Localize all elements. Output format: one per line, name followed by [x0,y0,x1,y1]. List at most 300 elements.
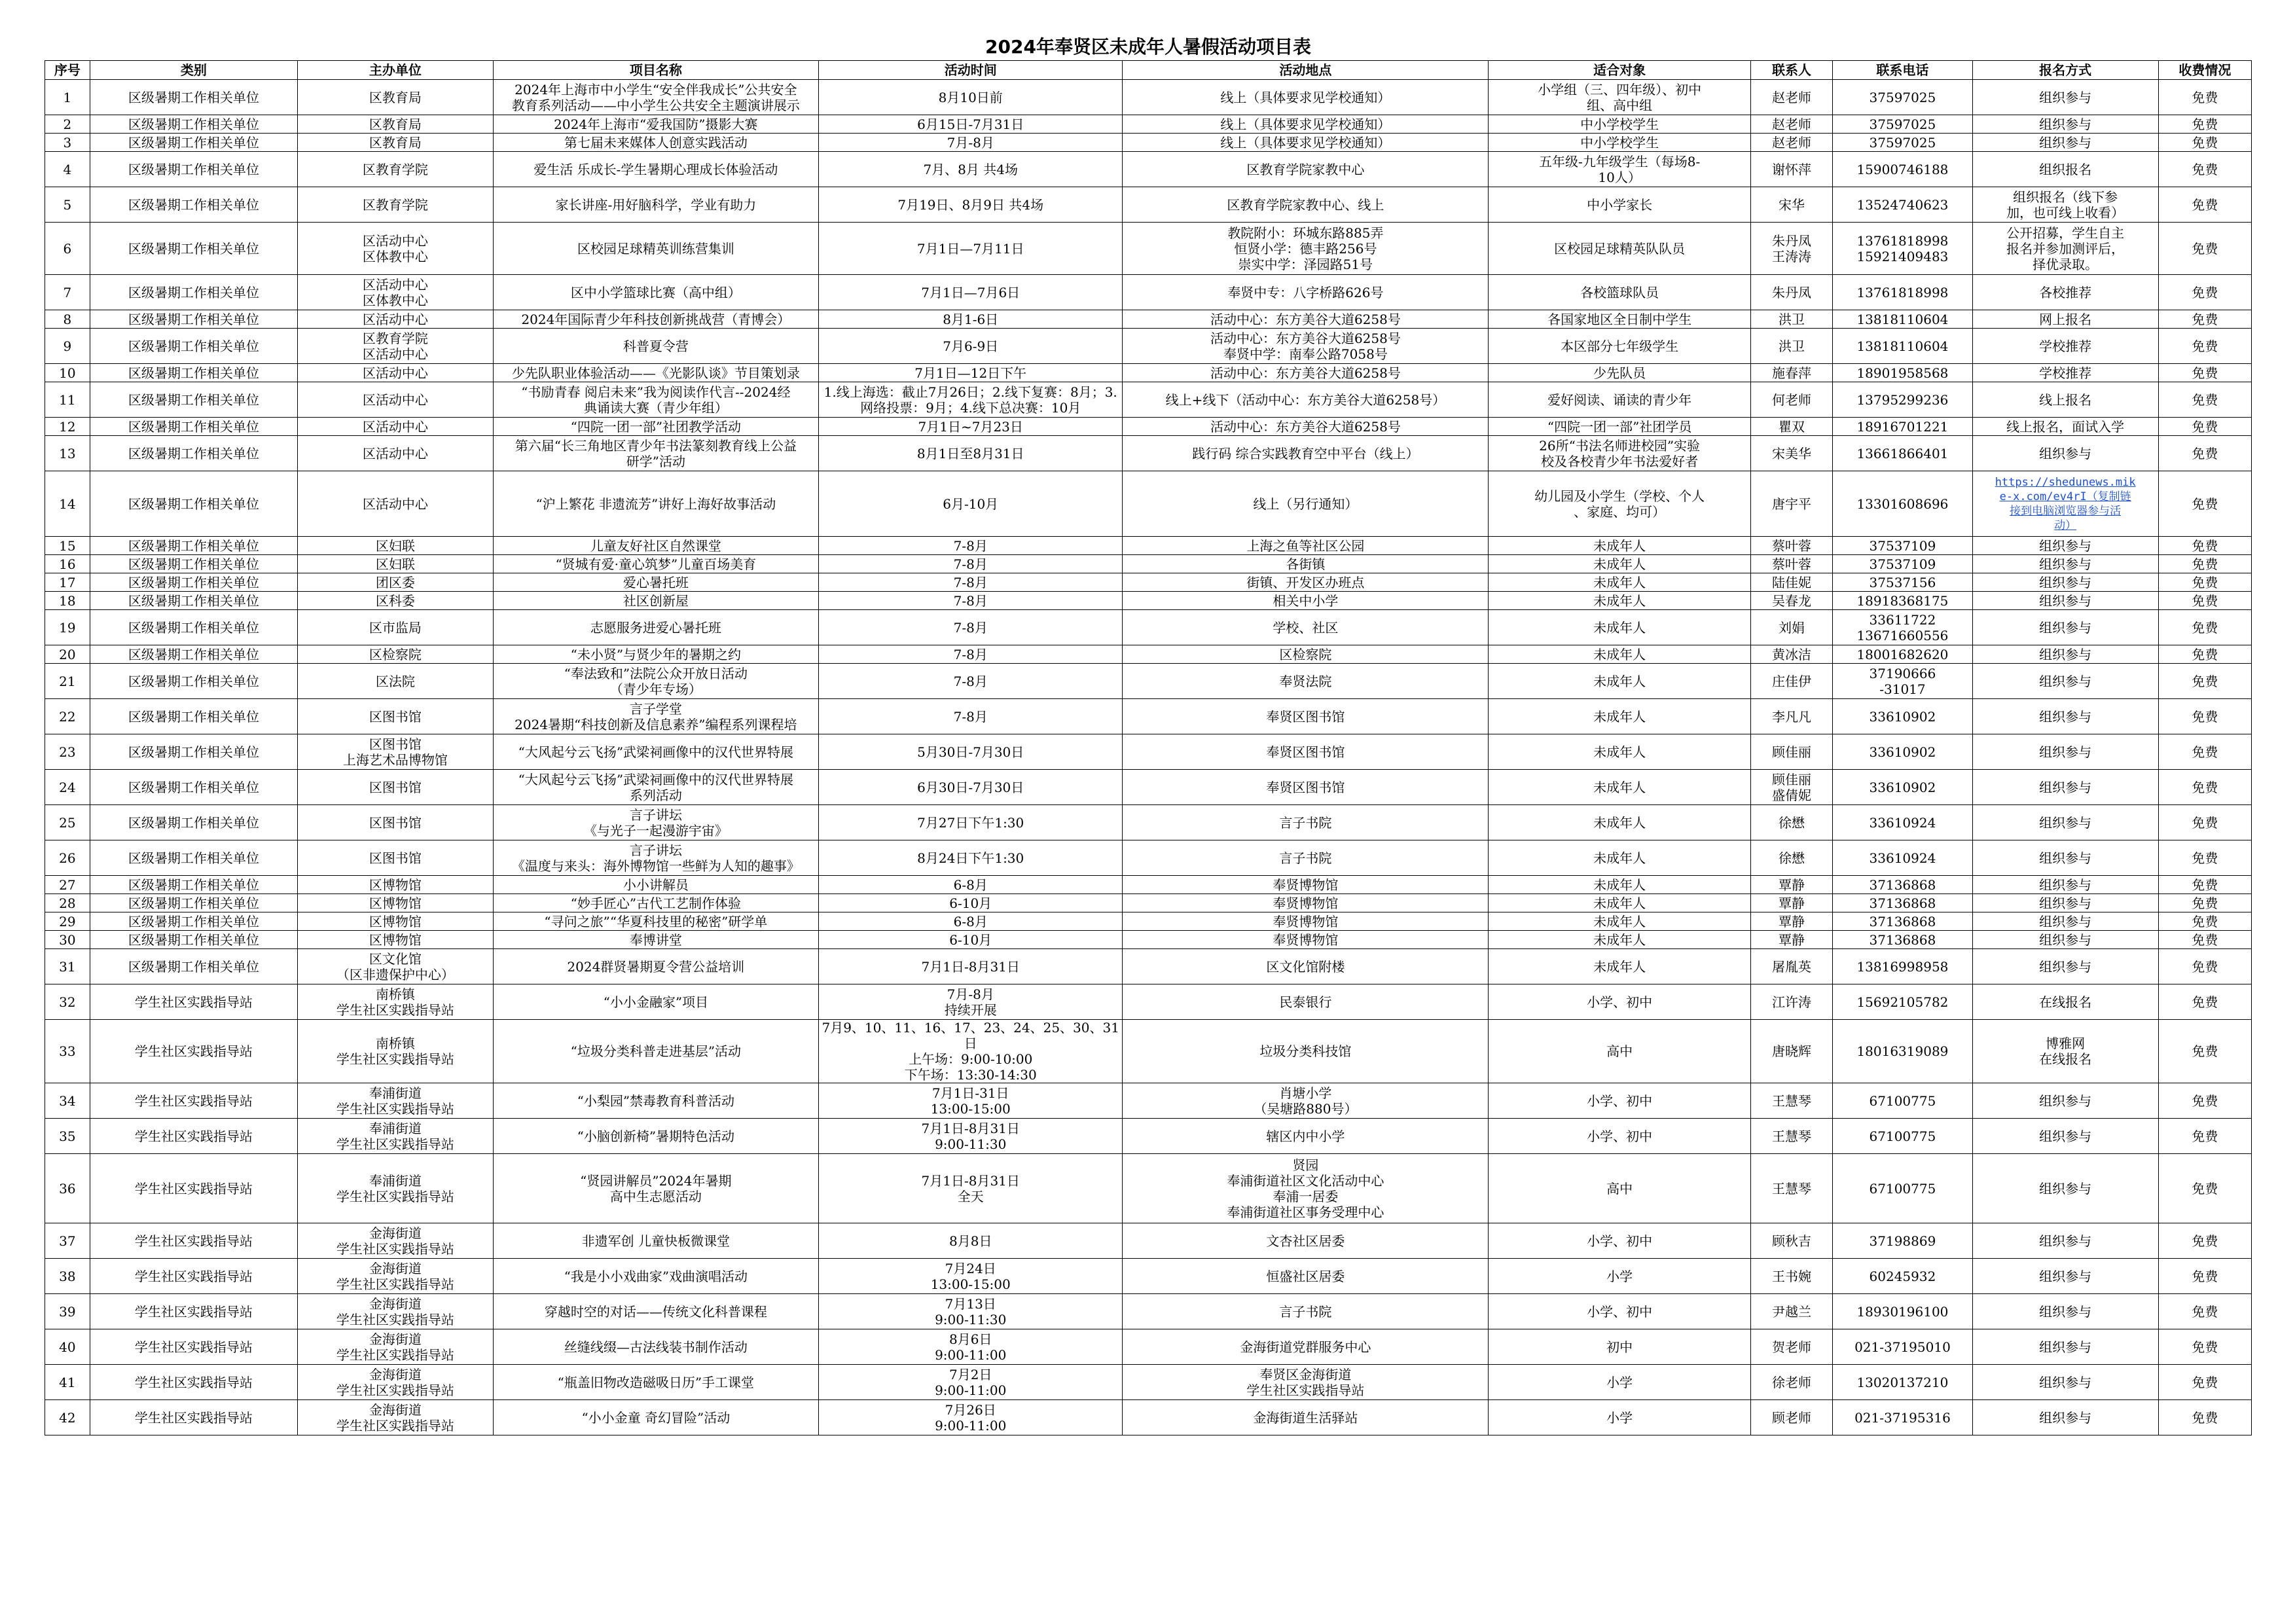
category-cell: 区级暑期工作相关单位 [90,912,297,931]
organizer-cell: 金海街道 学生社区实践指导站 [298,1223,493,1259]
contact-person-cell: 王慧琴 [1750,1154,1833,1223]
phone-cell: 37190666 -31017 [1833,664,1972,699]
signup-method-cell: 组织参与 [1972,80,2158,115]
table-row [45,134,2252,152]
table-row [45,894,2252,912]
phone-cell: 37597025 [1833,115,1972,134]
project-name-cell: 家长讲座-用好脑科学，学业有助力 [493,187,818,223]
fee-cell: 免费 [2158,876,2251,894]
fee-cell: 免费 [2158,1223,2251,1259]
location-cell: 践行码 综合实践教育空中平台（线上） [1123,436,1489,471]
organizer-cell: 区活动中心 [298,436,493,471]
table-row [45,382,2252,418]
location-cell: 辖区内中小学 [1123,1119,1489,1154]
table-row [45,537,2252,555]
category-cell: 区级暑期工作相关单位 [90,555,297,573]
organizer-cell: 区博物馆 [298,894,493,912]
organizer-cell: 区文化馆 （区非遗保护中心） [298,949,493,984]
contact-person-cell: 徐懋 [1750,840,1833,876]
audience-cell: 本区部分七年级学生 [1489,329,1750,364]
fee-cell: 免费 [2158,1365,2251,1400]
fee-cell: 免费 [2158,592,2251,610]
organizer-cell: 区教育局 [298,134,493,152]
index-cell: 10 [45,364,90,382]
signup-method-cell: 组织参与 [1972,949,2158,984]
table-row [45,1400,2252,1435]
time-cell: 6-10月 [819,931,1123,949]
audience-cell: 未成年人 [1489,555,1750,573]
location-cell: 奉贤博物馆 [1123,894,1489,912]
time-cell: 7月6-9日 [819,329,1123,364]
audience-cell: 高中 [1489,1020,1750,1083]
category-cell: 区级暑期工作相关单位 [90,382,297,418]
organizer-cell: 区教育局 [298,115,493,134]
fee-cell: 免费 [2158,1400,2251,1435]
audience-cell: 小学 [1489,1259,1750,1294]
index-cell: 34 [45,1083,90,1119]
phone-cell: 37597025 [1833,134,1972,152]
column-header-phone: 联系电话 [1833,61,1972,80]
signup-method-cell: 学校推荐 [1972,364,2158,382]
contact-person-cell: 屠胤英 [1750,949,1833,984]
organizer-cell: 南桥镇 学生社区实践指导站 [298,1020,493,1083]
index-cell: 21 [45,664,90,699]
fee-cell: 免费 [2158,134,2251,152]
location-cell: 言子书院 [1123,840,1489,876]
time-cell: 7月26日 9:00-11:00 [819,1400,1123,1435]
audience-cell: 各国家地区全日制中学生 [1489,310,1750,329]
signup-method-cell: 线上报名 [1972,382,2158,418]
contact-person-cell: 蔡叶蓉 [1750,537,1833,555]
phone-cell: 13795299236 [1833,382,1972,418]
column-header-time: 活动时间 [819,61,1123,80]
signup-method-cell: 组织参与 [1972,1119,2158,1154]
index-cell: 17 [45,573,90,592]
location-cell: 奉贤博物馆 [1123,876,1489,894]
index-cell: 8 [45,310,90,329]
fee-cell: 免费 [2158,645,2251,664]
organizer-cell: 金海街道 学生社区实践指导站 [298,1365,493,1400]
category-cell: 区级暑期工作相关单位 [90,80,297,115]
contact-person-cell: 庄佳伊 [1750,664,1833,699]
category-cell: 学生社区实践指导站 [90,1259,297,1294]
time-cell: 7月-8月 [819,134,1123,152]
category-cell: 区级暑期工作相关单位 [90,805,297,840]
project-name-cell: 少先队职业体验活动——《光影队谈》节目策划录 [493,364,818,382]
project-name-cell: “妙手匠心”古代工艺制作体验 [493,894,818,912]
table-row [45,1020,2252,1083]
category-cell: 区级暑期工作相关单位 [90,592,297,610]
location-cell: 奉贤法院 [1123,664,1489,699]
fee-cell: 免费 [2158,573,2251,592]
contact-person-cell: 刘娟 [1750,610,1833,645]
organizer-cell: 区科委 [298,592,493,610]
contact-person-cell: 赵老师 [1750,80,1833,115]
location-cell: 区教育学院家教中心、线上 [1123,187,1489,223]
phone-cell: 18930196100 [1833,1294,1972,1329]
signup-method-cell: 组织参与 [1972,805,2158,840]
contact-person-cell: 陆佳妮 [1750,573,1833,592]
category-cell: 区级暑期工作相关单位 [90,770,297,805]
category-cell: 区级暑期工作相关单位 [90,223,297,275]
column-header-organizer: 主办单位 [298,61,493,80]
index-cell: 25 [45,805,90,840]
phone-cell: 37136868 [1833,912,1972,931]
fee-cell: 免费 [2158,699,2251,734]
fee-cell: 免费 [2158,734,2251,770]
fee-cell: 免费 [2158,1154,2251,1223]
organizer-cell: 区博物馆 [298,912,493,931]
phone-cell: 18016319089 [1833,1020,1972,1083]
contact-person-cell: 宋华 [1750,187,1833,223]
table-header-row [45,61,2252,80]
project-name-cell: 言子学堂 2024暑期“科技创新及信息素养”编程系列课程培 [493,699,818,734]
project-name-cell: “我是小小戏曲家”戏曲演唱活动 [493,1259,818,1294]
table-row [45,1119,2252,1154]
table-row [45,1223,2252,1259]
project-name-cell: “瓶盖旧物改造磁吸日历”手工课堂 [493,1365,818,1400]
fee-cell: 免费 [2158,1119,2251,1154]
location-cell: 文杏社区居委 [1123,1223,1489,1259]
time-cell: 7月19日、8月9日 共4场 [819,187,1123,223]
time-cell: 6月30日-7月30日 [819,770,1123,805]
phone-cell: 33610924 [1833,840,1972,876]
location-cell: 学校、社区 [1123,610,1489,645]
audience-cell: 未成年人 [1489,699,1750,734]
index-cell: 42 [45,1400,90,1435]
signup-method-cell: 组织参与 [1972,876,2158,894]
organizer-cell: 奉浦街道 学生社区实践指导站 [298,1154,493,1223]
signup-method-cell[interactable]: https://shedunews.mik e-x.com/ev4rI（复制链 接到电脑浏览器参与活 动） [1972,471,2158,537]
column-header-category: 类别 [90,61,297,80]
index-cell: 15 [45,537,90,555]
signup-method-cell: 组织参与 [1972,537,2158,555]
project-name-cell: “垃圾分类科普走进基层”活动 [493,1020,818,1083]
phone-cell: 13661866401 [1833,436,1972,471]
table-row [45,573,2252,592]
table-row [45,610,2252,645]
project-name-cell: “大风起兮云飞扬”武梁祠画像中的汉代世界特展 系列活动 [493,770,818,805]
column-header-contact-person: 联系人 [1750,61,1833,80]
time-cell: 7月1日—7月11日 [819,223,1123,275]
signup-method-cell: 博雅网 在线报名 [1972,1020,2158,1083]
table-row [45,364,2252,382]
time-cell: 7-8月 [819,537,1123,555]
project-name-cell: “未小贤”与贤少年的暑期之约 [493,645,818,664]
phone-cell: 33610902 [1833,699,1972,734]
fee-cell: 免费 [2158,310,2251,329]
project-name-cell: 2024年上海市“爱我国防”摄影大赛 [493,115,818,134]
phone-cell: 37537156 [1833,573,1972,592]
audience-cell: 小学、初中 [1489,1083,1750,1119]
project-name-cell: 科普夏令营 [493,329,818,364]
table-row [45,275,2252,310]
contact-person-cell: 王慧琴 [1750,1119,1833,1154]
organizer-cell: 区妇联 [298,537,493,555]
index-cell: 1 [45,80,90,115]
audience-cell: 中小学校学生 [1489,115,1750,134]
index-cell: 24 [45,770,90,805]
location-cell: 上海之鱼等社区公园 [1123,537,1489,555]
category-cell: 学生社区实践指导站 [90,1020,297,1083]
signup-method-cell: 组织参与 [1972,555,2158,573]
contact-person-cell: 唐宇平 [1750,471,1833,537]
audience-cell: 小学 [1489,1365,1750,1400]
contact-person-cell: 朱丹凤 王涛涛 [1750,223,1833,275]
category-cell: 区级暑期工作相关单位 [90,275,297,310]
category-cell: 学生社区实践指导站 [90,1329,297,1365]
table-row [45,310,2252,329]
column-header-project-name: 项目名称 [493,61,818,80]
contact-person-cell: 谢怀萍 [1750,152,1833,187]
organizer-cell: 区图书馆 [298,770,493,805]
signup-method-cell: 组织参与 [1972,610,2158,645]
time-cell: 7月1日-8月31日 [819,949,1123,984]
audience-cell: 小学、初中 [1489,984,1750,1020]
audience-cell: 幼儿园及小学生（学校、个人 、家庭、均可） [1489,471,1750,537]
audience-cell: 未成年人 [1489,876,1750,894]
audience-cell: 未成年人 [1489,894,1750,912]
index-cell: 33 [45,1020,90,1083]
fee-cell: 免费 [2158,949,2251,984]
phone-cell: 021-37195316 [1833,1400,1972,1435]
project-name-cell: 区中小学篮球比赛（高中组） [493,275,818,310]
time-cell: 7月1日—12日下午 [819,364,1123,382]
project-name-cell: 2024年国际青少年科技创新挑战营（青博会） [493,310,818,329]
table-row [45,223,2252,275]
location-cell: 区教育学院家教中心 [1123,152,1489,187]
phone-cell: 13020137210 [1833,1365,1972,1400]
project-name-cell: “小脑创新椅”暑期特色活动 [493,1119,818,1154]
category-cell: 区级暑期工作相关单位 [90,949,297,984]
category-cell: 区级暑期工作相关单位 [90,840,297,876]
project-name-cell: 穿越时空的对话——传统文化科普课程 [493,1294,818,1329]
time-cell: 8月1日至8月31日 [819,436,1123,471]
contact-person-cell: 宋美华 [1750,436,1833,471]
audience-cell: 中小学校学生 [1489,134,1750,152]
location-cell: 线上+线下（活动中心：东方美谷大道6258号） [1123,382,1489,418]
index-cell: 28 [45,894,90,912]
contact-person-cell: 施春萍 [1750,364,1833,382]
category-cell: 区级暑期工作相关单位 [90,699,297,734]
time-cell: 7月-8月 持续开展 [819,984,1123,1020]
project-name-cell: 2024群贤暑期夏令营公益培训 [493,949,818,984]
fee-cell: 免费 [2158,805,2251,840]
table-row [45,329,2252,364]
project-name-cell: “大风起兮云飞扬”武梁祠画像中的汉代世界特展 [493,734,818,770]
category-cell: 区级暑期工作相关单位 [90,310,297,329]
time-cell: 8月1-6日 [819,310,1123,329]
fee-cell: 免费 [2158,931,2251,949]
time-cell: 7月1日-8月31日 全天 [819,1154,1123,1223]
time-cell: 7-8月 [819,664,1123,699]
contact-person-cell: 江许涛 [1750,984,1833,1020]
time-cell: 7-8月 [819,555,1123,573]
location-cell: 区文化馆附楼 [1123,949,1489,984]
category-cell: 区级暑期工作相关单位 [90,115,297,134]
contact-person-cell: 蔡叶蓉 [1750,555,1833,573]
contact-person-cell: 赵老师 [1750,134,1833,152]
document-page [45,34,2252,1435]
table-body [45,80,2252,1435]
location-cell: 言子书院 [1123,1294,1489,1329]
location-cell: 奉贤博物馆 [1123,931,1489,949]
category-cell: 区级暑期工作相关单位 [90,537,297,555]
time-cell: 7月1日~7月23日 [819,418,1123,436]
table-row [45,187,2252,223]
index-cell: 4 [45,152,90,187]
organizer-cell: 团区委 [298,573,493,592]
index-cell: 30 [45,931,90,949]
contact-person-cell: 顾老师 [1750,1400,1833,1435]
contact-person-cell: 王慧琴 [1750,1083,1833,1119]
audience-cell: “四院一团一部”社团学员 [1489,418,1750,436]
organizer-cell: 区市监局 [298,610,493,645]
table-row [45,115,2252,134]
fee-cell: 免费 [2158,1020,2251,1083]
location-cell: 街镇、开发区办班点 [1123,573,1489,592]
time-cell: 8月10日前 [819,80,1123,115]
location-cell: 活动中心：东方美谷大道6258号 [1123,310,1489,329]
fee-cell: 免费 [2158,382,2251,418]
phone-cell: 15692105782 [1833,984,1972,1020]
organizer-cell: 南桥镇 学生社区实践指导站 [298,984,493,1020]
column-header-fee: 收费情况 [2158,61,2251,80]
contact-person-cell: 顾秋吉 [1750,1223,1833,1259]
project-name-cell: 区校园足球精英训练营集训 [493,223,818,275]
location-cell: 线上（具体要求见学校通知） [1123,115,1489,134]
time-cell: 7月1日-8月31日 9:00-11:30 [819,1119,1123,1154]
category-cell: 区级暑期工作相关单位 [90,734,297,770]
project-name-cell: 丝缝线缀—古法线装书制作活动 [493,1329,818,1365]
project-name-cell: “小梨园”禁毒教育科普活动 [493,1083,818,1119]
audience-cell: 区校园足球精英队队员 [1489,223,1750,275]
index-cell: 31 [45,949,90,984]
organizer-cell: 区图书馆 [298,699,493,734]
audience-cell: 中小学家长 [1489,187,1750,223]
signup-method-cell: 组织参与 [1972,931,2158,949]
phone-cell: 33610902 [1833,770,1972,805]
time-cell: 7-8月 [819,645,1123,664]
time-cell: 6-10月 [819,894,1123,912]
time-cell: 7月、8月 共4场 [819,152,1123,187]
fee-cell: 免费 [2158,1083,2251,1119]
fee-cell: 免费 [2158,1294,2251,1329]
index-cell: 38 [45,1259,90,1294]
audience-cell: 小学 [1489,1400,1750,1435]
project-name-cell: 第六届“长三角地区青少年书法篆刻教育线上公益 研学”活动 [493,436,818,471]
signup-method-cell: 组织参与 [1972,1365,2158,1400]
category-cell: 学生社区实践指导站 [90,1119,297,1154]
audience-cell: 爱好阅读、诵读的青少年 [1489,382,1750,418]
organizer-cell: 区博物馆 [298,876,493,894]
location-cell: 奉贤区图书馆 [1123,699,1489,734]
phone-cell: 021-37195010 [1833,1329,1972,1365]
audience-cell: 未成年人 [1489,592,1750,610]
contact-person-cell: 何老师 [1750,382,1833,418]
audience-cell: 小学、初中 [1489,1119,1750,1154]
organizer-cell: 区检察院 [298,645,493,664]
index-cell: 12 [45,418,90,436]
contact-person-cell: 洪卫 [1750,329,1833,364]
index-cell: 14 [45,471,90,537]
contact-person-cell: 唐晓辉 [1750,1020,1833,1083]
category-cell: 区级暑期工作相关单位 [90,134,297,152]
fee-cell: 免费 [2158,770,2251,805]
phone-cell: 33611722 13671660556 [1833,610,1972,645]
time-cell: 5月30日-7月30日 [819,734,1123,770]
phone-cell: 60245932 [1833,1259,1972,1294]
location-cell: 区检察院 [1123,645,1489,664]
table-row [45,912,2252,931]
project-name-cell: “贤城有爱·童心筑梦”儿童百场美育 [493,555,818,573]
index-cell: 11 [45,382,90,418]
index-cell: 29 [45,912,90,931]
activity-table [45,60,2252,1435]
category-cell: 区级暑期工作相关单位 [90,152,297,187]
fee-cell: 免费 [2158,1329,2251,1365]
category-cell: 学生社区实践指导站 [90,1154,297,1223]
signup-method-cell: 组织参与 [1972,770,2158,805]
fee-cell: 免费 [2158,610,2251,645]
phone-cell: 13301608696 [1833,471,1972,537]
table-row [45,471,2252,537]
location-cell: 活动中心：东方美谷大道6258号 奉贤中学：南奉公路7058号 [1123,329,1489,364]
phone-cell: 37136868 [1833,894,1972,912]
location-cell: 各街镇 [1123,555,1489,573]
organizer-cell: 区活动中心 区体教中心 [298,223,493,275]
signup-method-cell: 组织报名（线下参 加，也可线上收看） [1972,187,2158,223]
project-name-cell: “书励青春 阅启未来”我为阅读作代言--2024经 典诵读大赛（青少年组） [493,382,818,418]
project-name-cell: “沪上繁花 非遗流芳”讲好上海好故事活动 [493,471,818,537]
category-cell: 区级暑期工作相关单位 [90,664,297,699]
phone-cell: 13761818998 15921409483 [1833,223,1972,275]
location-cell: 线上（另行通知） [1123,471,1489,537]
signup-method-cell: 组织参与 [1972,1329,2158,1365]
fee-cell: 免费 [2158,80,2251,115]
contact-person-cell: 赵老师 [1750,115,1833,134]
time-cell: 6月15日-7月31日 [819,115,1123,134]
audience-cell: 未成年人 [1489,805,1750,840]
phone-cell: 13761818998 [1833,275,1972,310]
index-cell: 9 [45,329,90,364]
table-row [45,734,2252,770]
contact-person-cell: 瞿双 [1750,418,1833,436]
fee-cell: 免费 [2158,471,2251,537]
fee-cell: 免费 [2158,329,2251,364]
organizer-cell: 区活动中心 区体教中心 [298,275,493,310]
signup-method-cell: 组织参与 [1972,645,2158,664]
fee-cell: 免费 [2158,537,2251,555]
location-cell: 民泰银行 [1123,984,1489,1020]
audience-cell: 小学、初中 [1489,1294,1750,1329]
fee-cell: 免费 [2158,115,2251,134]
category-cell: 区级暑期工作相关单位 [90,436,297,471]
location-cell: 肖塘小学 （吴塘路880号） [1123,1083,1489,1119]
table-row [45,1154,2252,1223]
category-cell: 学生社区实践指导站 [90,1365,297,1400]
phone-cell: 18901958568 [1833,364,1972,382]
audience-cell: 各校篮球队员 [1489,275,1750,310]
location-cell: 奉贤区金海街道 学生社区实践指导站 [1123,1365,1489,1400]
time-cell: 1.线上海选：截止7月26日；2.线下复赛：8月；3. 网络投票：9月；4.线下总决赛：10月 [819,382,1123,418]
index-cell: 3 [45,134,90,152]
signup-method-cell: 组织参与 [1972,699,2158,734]
signup-method-cell: 网上报名 [1972,310,2158,329]
audience-cell: 高中 [1489,1154,1750,1223]
signup-method-cell: 学校推荐 [1972,329,2158,364]
phone-cell: 33610902 [1833,734,1972,770]
